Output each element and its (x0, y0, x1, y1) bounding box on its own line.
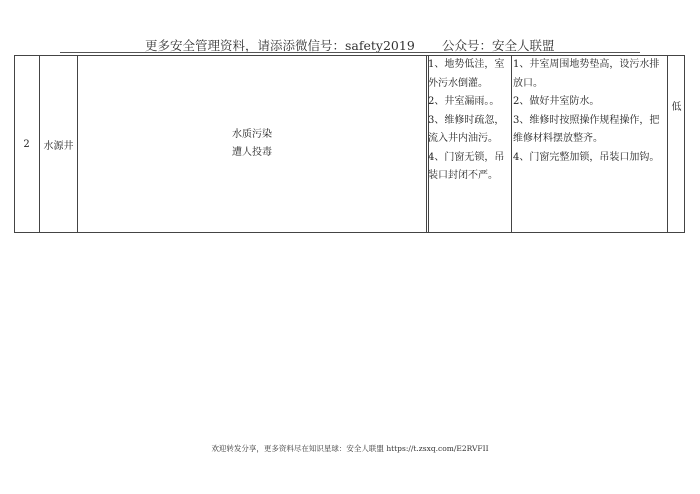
official-account: 公众号：安全人联盟 (442, 38, 555, 53)
measure-item: 3、维修时按照操作规程操作，把维修材料摆放整齐。 (513, 114, 660, 144)
cause-item: 1、地势低洼，室外污水倒灌。 (428, 59, 505, 89)
location-cell: 水源井 (43, 140, 74, 152)
measure-item: 1、井室周围地势垫高，设污水排放口。 (513, 59, 660, 89)
causes-cell (428, 56, 512, 186)
risk-level-cell: 低 (671, 101, 682, 113)
cause-item: 4、门窗无锁，吊装口封闭不严。 (428, 151, 505, 181)
measure-item: 4、门窗完整加锁，吊装口加钩。 (513, 151, 660, 163)
measure-item: 2、做好井室防水。 (513, 96, 600, 107)
measures-cell (513, 56, 668, 167)
cause-item: 2、井室漏雨。。 (428, 96, 500, 107)
hazard-item: 遭人投毒 (232, 147, 272, 158)
hazard-cell (78, 55, 426, 233)
hazard-item: 水质污染 (232, 129, 272, 140)
page-footer: 欢迎转发分享，更多资料尽在知识星球：安全人联盟 https://t.zsxq.com/E2RVFII (211, 444, 489, 453)
wechat-notice: 更多安全管理资料，请添添微信号：safety2019 (145, 38, 415, 53)
header-divider (60, 52, 640, 53)
row-number: 2 (23, 138, 30, 150)
col-divider (426, 55, 427, 233)
cause-item: 3、维修时疏忽，流入井内油污。 (428, 114, 505, 144)
